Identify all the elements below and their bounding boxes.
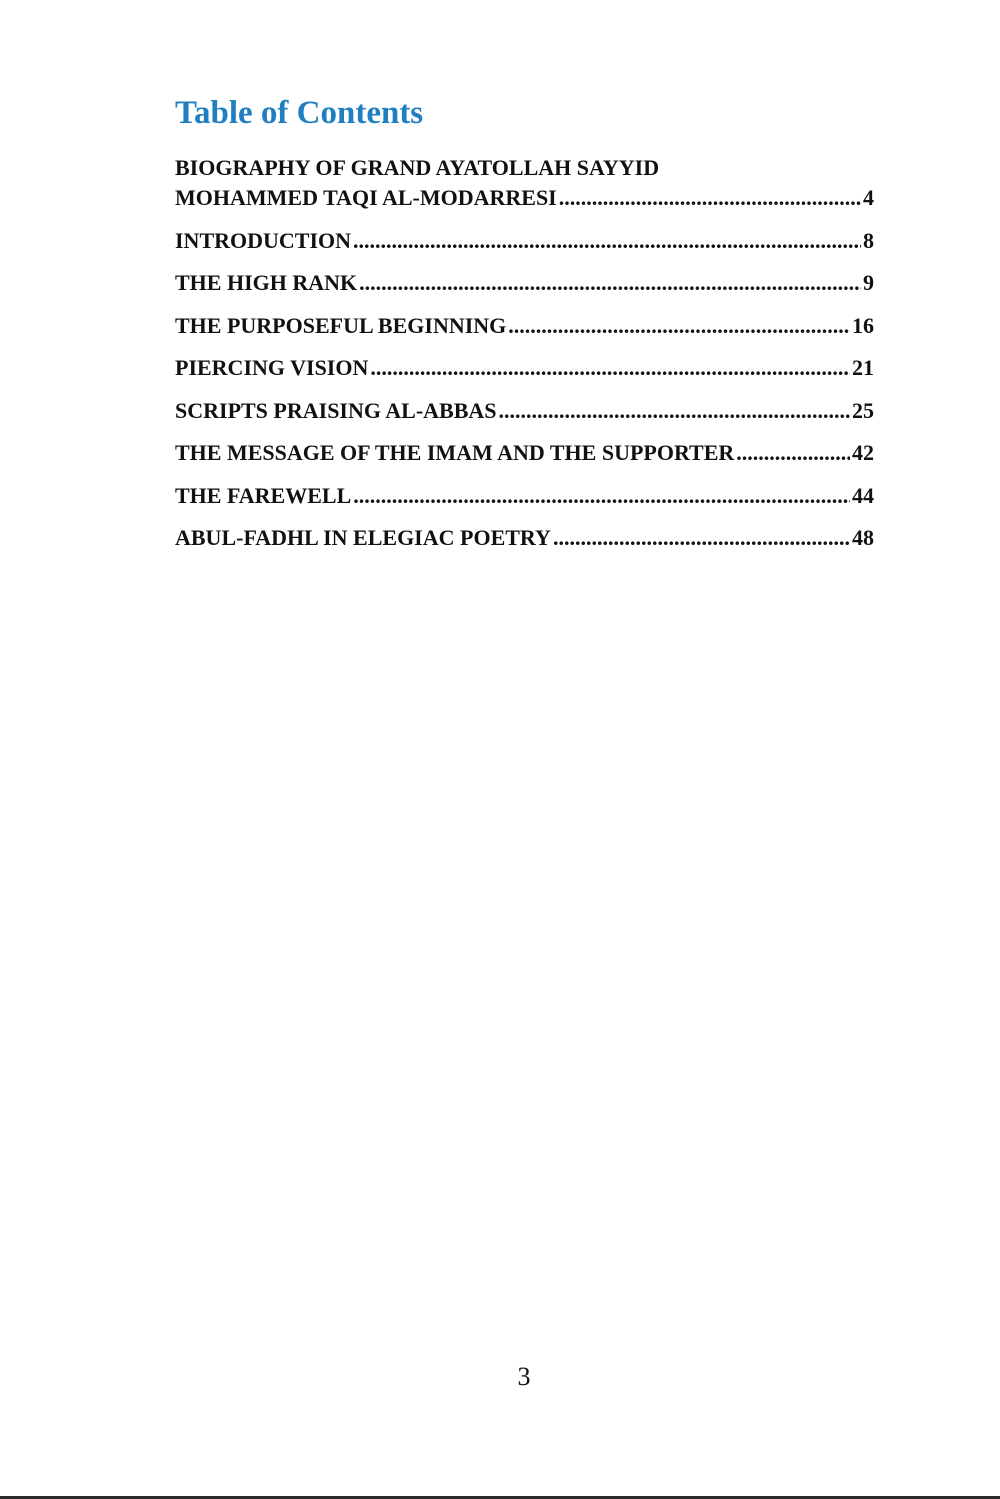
toc-entry-label: THE FAREWELL — [175, 482, 352, 508]
toc-list — [175, 153, 874, 566]
toc-entry-page: 8 — [863, 227, 874, 253]
toc-entry-label: PIERCING VISION — [175, 355, 369, 380]
toc-entry-label: THE PURPOSEFUL BEGINNING — [175, 312, 507, 338]
toc-dot-leader — [499, 396, 850, 426]
toc-dot-leader — [370, 353, 850, 383]
toc-dot-leader — [559, 183, 861, 213]
toc-entry-label: THE MESSAGE OF THE IMAM AND THE SUPPORTER — [175, 440, 735, 465]
toc-title: Table of Contents — [175, 95, 424, 131]
toc-entry-page: 25 — [852, 397, 874, 423]
toc-entry[interactable] — [175, 226, 874, 256]
toc-entry-label: ABUL-FADHL IN ELEGIAC POETRY — [175, 525, 551, 550]
toc-entry[interactable] — [175, 153, 874, 213]
toc-entry[interactable] — [175, 438, 874, 468]
toc-entry-page: 9 — [863, 270, 874, 295]
toc-entry-page: 42 — [852, 440, 874, 465]
toc-entry-page: 21 — [852, 355, 874, 380]
toc-dot-leader — [508, 311, 850, 341]
toc-entry[interactable] — [175, 268, 874, 298]
toc-entry-page: 44 — [852, 482, 874, 508]
toc-entry-page: 16 — [852, 312, 874, 338]
toc-dot-leader — [353, 481, 850, 511]
toc-dot-leader — [736, 438, 850, 468]
toc-entry-label: SCRIPTS PRAISING AL-ABBAS — [175, 397, 497, 423]
toc-entry-label: THE HIGH RANK — [175, 270, 358, 295]
toc-entry-label-line1: BIOGRAPHY OF GRAND AYATOLLAH SAYYID — [175, 155, 660, 180]
toc-dot-leader — [353, 226, 861, 256]
toc-entry[interactable] — [175, 523, 874, 553]
page-number: 3 — [517, 1362, 531, 1391]
toc-dot-leader — [359, 268, 861, 298]
toc-dot-leader — [553, 523, 850, 553]
toc-entry[interactable] — [175, 311, 874, 341]
toc-entry-label: INTRODUCTION — [175, 227, 352, 253]
toc-entry-page: 48 — [852, 525, 874, 550]
toc-entry[interactable] — [175, 481, 874, 511]
toc-entry[interactable] — [175, 353, 874, 383]
toc-entry-label: MOHAMMED TAQI AL-MODARRESI — [175, 185, 557, 210]
toc-entry-page: 4 — [863, 185, 874, 210]
toc-entry[interactable] — [175, 396, 874, 426]
